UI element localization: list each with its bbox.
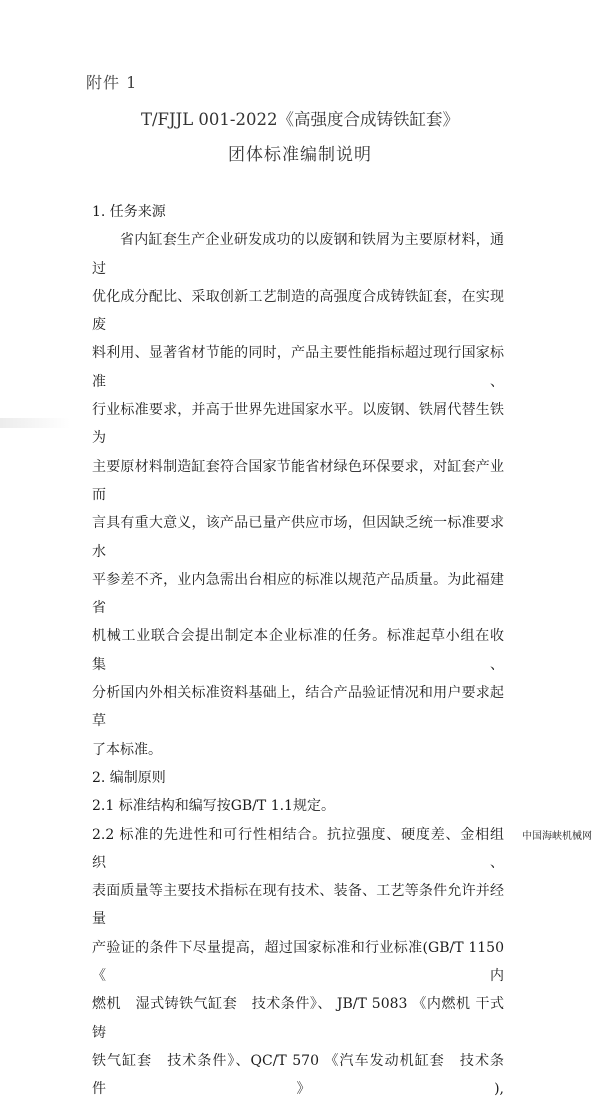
site-watermark: 中国海峡机械网 xyxy=(522,831,592,842)
text-line: 料利用、显著省材节能的同时，产品主要性能指标超过现行国家标准、 xyxy=(92,345,504,390)
text-line: 主要原材料制造缸套符合国家节能省材绿色环保要求，对缸套产业而 xyxy=(92,458,504,503)
attachment-label: 附件 1 xyxy=(86,73,138,92)
text-line: 产验证的条件下尽量提高，超过国家标准和行业标准(GB/T 1150《内 xyxy=(92,939,504,985)
text-line: 燃机 湿式铸铁气缸套 技术条件》、 JB/T 5083 《内燃机 干式铸 xyxy=(92,996,504,1041)
document-body xyxy=(92,198,504,1104)
text-line: 言具有重大意义，该产品已量产供应市场，但因缺乏统一标准要求水 xyxy=(92,515,504,560)
document-title: T/FJJL 001-2022《高强度合成铸铁缸套》 xyxy=(140,110,459,129)
text-line: 1. 任务来源 xyxy=(92,204,166,220)
text-line: 行业标准要求，并高于世界先进国家水平。以废钢、铁屑代替生铁为 xyxy=(92,402,504,447)
text-line: 表面质量等主要技术指标在现有技术、装备、工艺等条件允许并经量 xyxy=(92,883,504,928)
text-line: 2.1 标准结构和编写按GB/T 1.1规定。 xyxy=(92,798,335,815)
text-line: 2. 编制原则 xyxy=(92,769,166,786)
scan-artifact xyxy=(0,418,70,428)
text-line: 了本标准。 xyxy=(92,741,162,758)
text-line: 优化成分配比、采取创新工艺制造的高强度合成铸铁缸套，在实现废 xyxy=(92,288,504,334)
text-line: 平参差不齐，业内急需出台相应的标准以规范产品质量。为此福建省 xyxy=(92,571,504,617)
text-line: 分析国内外相关标准资料基础上，结合产品验证情况和用户要求起草 xyxy=(92,685,504,730)
text-line: 2.2 标准的先进性和可行性相结合。抗拉强度、硬度差、金相组织、 xyxy=(92,826,504,871)
text-line: 省内缸套生产企业研发成功的以废钢和铁屑为主要原材料，通过 xyxy=(92,232,504,277)
text-line: 机械工业联合会提出制定本企业标准的任务。标准起草小组在收集、 xyxy=(92,628,504,673)
document-subtitle: 团体标准编制说明 xyxy=(228,145,372,165)
text-line: 铁气缸套 技术条件》、QC/T 570 《汽车发动机缸套 技术条件》), xyxy=(92,1052,504,1098)
